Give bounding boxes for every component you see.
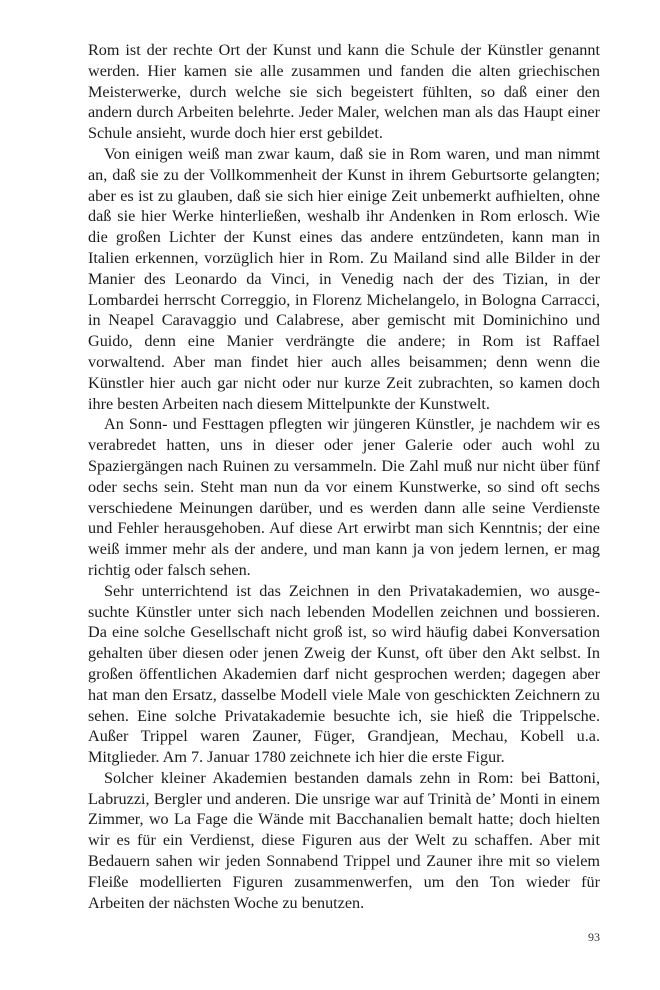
paragraph-3: An Sonn- und Festtagen pflegten wir jüngeren Künstler, je nachdem wir es verabredet hatten, uns in dieser oder jener Galerie oder auch wohl zu Spaziergängen nach Ruinen zu versammeln. Die Zahl muß nur nicht über fünf oder sechs sein. Steht man nun da vor einem Kunstwerke, so sind oft sechs verschiedene Meinungen darüber, und es werden dann alle seine Verdienste und Fehler herausgehoben. Auf diese Art erwirbt man sich Kenntnis; der eine weiß immer mehr als der andere, und man kann ja von jedem lernen, er mag richtig oder falsch sehen. — [88, 415, 600, 579]
body-text — [88, 40, 600, 913]
paragraph-4: Sehr unterrichtend ist das Zeichnen in den Privatakademien, wo ausgesuchte Künstler unter sich nach lebenden Modellen zeichnen und bossieren. Da eine solche Gesellschaft nicht groß ist, so wird häufig dabei Konversation gehalten über diesen oder jenen Zweig der Kunst, oft über den Akt selbst. In großen öffentlichen Akademien darf nicht gesprochen werden; dagegen aber hat man den Ersatz, dasselbe Modell viele Male von geschickten Zeichnern zu sehen. Eine solche Privatakademie besuchte ich, sie hieß die Trippelsche. Außer Trippel waren Zauner, Füger, Grandjean, Mechau, Kobell u.a. Mitglieder. Am 7. Januar 1780 zeichnete ich hier die erste Figur. — [88, 581, 600, 767]
paragraph-5: Solcher kleiner Akademien bestanden damals zehn in Rom: bei Battoni, Labruzzi, Bergler und anderen. Die unsrige war auf Trinità de’ Monti in einem Zimmer, wo La Fage die Wände mit Bacchanalien bemalt hatte; doch hielten wir es für ein Verdienst, diese Figuren aus der Welt zu schaffen. Aber mit Bedauern sahen wir jeden Sonnabend Trippel und Zauner ihre mit so vielem Fleiße modellierten Figuren zusammenwerfen, um den Ton wieder für Arbeiten der nächsten Woche zu benutzen. — [88, 768, 600, 912]
paragraph-1: Rom ist der rechte Ort der Kunst und kann die Schule der Künstler genannt werden. Hier kamen sie alle zusammen und fanden die alten griechischen Meisterwerke, durch welche sie sich begeistert fühlten, so daß einer den andern durch Arbeiten belehrte. Jeder Maler, welchen man als das Haupt einer Schule ansieht, wurde doch hier erst gebildet. — [88, 41, 600, 143]
paragraph-2: Von einigen weiß man zwar kaum, daß sie in Rom waren, und man nimmt an, daß sie zu der Vollkommenheit der Kunst in ihrem Geburtsorte gelangten; aber es ist zu glauben, daß sie sich hier einige Zeit unbemerkt aufhielten, ohne daß sie hier Werke hinterließen, weshalb ihr Andenken in Rom erlosch. Wie die großen Lichter der Kunst eines das andere entzündeten, kann man in Italien erkennen, vorzüglich hier in Rom. Zu Mailand sind alle Bilder in der Manier des Leonardo da Vinci, in Venedig nach der des Tizian, in der Lombardei herrscht Correggio, in Florenz Michelangelo, in Bologna Carracci, in Neapel Caravaggio und Calabrese, aber gemischt mit Dominichino und Guido, denn eine Manier verdrängte die andere; in Rom ist Raffael vorwaltend. Aber man findet hier auch alles beisammen; denn wenn die Künstler hier auch gar nicht oder nur kurze Zeit zubrachten, so kamen doch ihre besten Arbeiten nach diesem Mittelpunkte der Kunstwelt. — [88, 144, 600, 413]
page-number: 93 — [588, 930, 600, 944]
